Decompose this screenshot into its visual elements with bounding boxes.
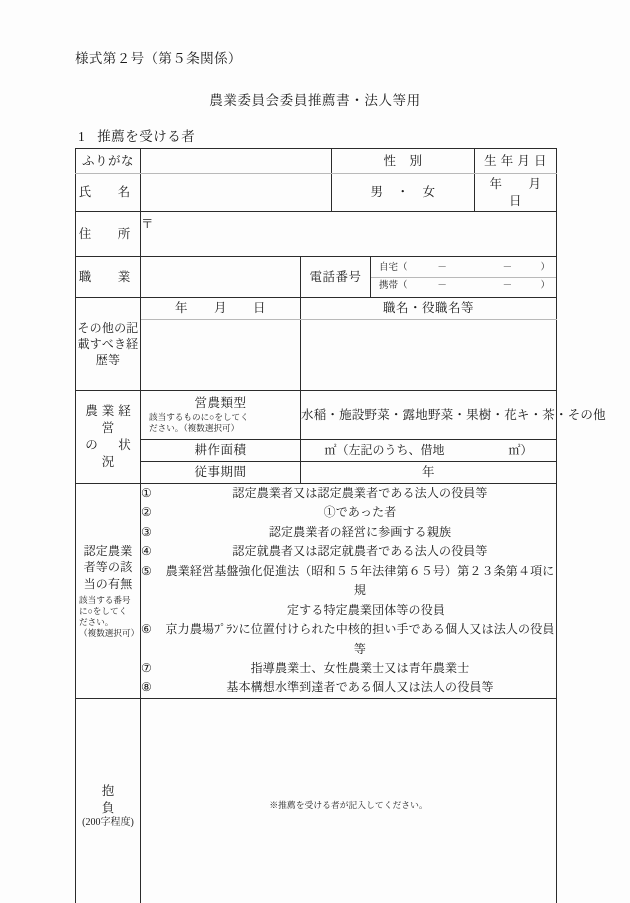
list-item-text [164, 562, 556, 620]
list-item-text: 認定農業者又は認定農業者である法人の役員等 [232, 486, 488, 500]
area-unit: ㎡ [324, 443, 337, 458]
label-telephone: 電話番号 [301, 257, 371, 298]
field-career-date[interactable] [141, 320, 301, 391]
section-number: 1 [78, 129, 86, 144]
list-item-text: 基本構想水準到達者である個人又は法人の役員等 [226, 680, 494, 695]
field-cultivated-area[interactable] [301, 440, 557, 462]
list-item-text: 京力農場ﾌﾟﾗﾝに位置付けられた中核的担い手である個人又は法人の役員等 [165, 622, 555, 656]
telephone-dash-3: － [437, 280, 447, 291]
label-furigana: ふりがな [76, 149, 141, 174]
table-row-career-header [76, 298, 557, 320]
label-nintei [76, 484, 141, 699]
table-row-occupation [76, 257, 557, 298]
label-farm-status-line1: 農業経営 [85, 404, 135, 436]
list-item[interactable] [141, 678, 556, 697]
section-heading [78, 125, 195, 145]
recommendation-form-table [75, 148, 606, 903]
telephone-mobile-close: ） [540, 280, 551, 291]
field-furigana[interactable] [141, 149, 332, 174]
table-row-eino-type [76, 391, 557, 440]
field-career-title[interactable] [301, 320, 557, 391]
header-gender: 性 別 [332, 149, 475, 174]
label-farm-status [76, 391, 152, 484]
field-crop-types[interactable]: 水稲・施設野菜・露地野菜・果樹・花キ・茶・その他 [301, 391, 557, 440]
list-item[interactable] [141, 659, 556, 678]
label-hofu-sub: (200字程度) [82, 817, 134, 829]
table-row-duration [76, 462, 557, 484]
list-item-marker: ⑦ [141, 660, 152, 675]
hofu-note: ※推薦を受ける者が記入してください。 [269, 800, 428, 811]
label-name: 氏 名 [76, 174, 141, 212]
label-cultivated-area: 耕作面積 [141, 440, 301, 462]
field-name[interactable] [141, 174, 332, 212]
label-eino-type-note-line2: ださい。（複数選択可） [149, 423, 240, 434]
label-nintei-line3: 当の有無 [83, 576, 133, 591]
area-rented-text: （左記のうち、借地 [336, 443, 445, 458]
label-nintei-note-line4: （複数選択可） [79, 627, 140, 638]
field-occupation[interactable] [141, 257, 301, 298]
label-farm-status-line2: の 状 況 [85, 438, 152, 469]
table-row-name [76, 174, 557, 212]
list-item[interactable] [141, 503, 556, 522]
telephone-dash-4: － [502, 280, 513, 291]
field-birthdate[interactable]: 年 月 日 [475, 174, 557, 212]
list-item-marker: ⑤ [141, 563, 152, 578]
field-address[interactable] [141, 212, 557, 257]
area-rented-unit: ㎡） [508, 443, 533, 458]
list-item-text-line1: 農業経営基盤強化促進法（昭和５５年法律第６５号）第２３条第４項に規 [165, 563, 555, 598]
label-hofu-title: 抱 負 [101, 783, 141, 815]
field-gender[interactable]: 男 ・ 女 [332, 174, 475, 212]
list-item[interactable] [141, 620, 556, 659]
list-item[interactable] [141, 523, 556, 542]
label-eino-type-note-line1: 該当するものに○をしてく [149, 412, 249, 423]
field-telephone-group [371, 257, 557, 298]
label-nintei-note [76, 595, 140, 639]
field-telephone-mobile[interactable] [371, 278, 556, 295]
telephone-mobile-label: 携帯（ [379, 280, 408, 291]
telephone-dash-1: － [437, 262, 447, 273]
label-nintei-note-line3: ださい。 [79, 616, 114, 627]
table-row-furigana [76, 149, 557, 174]
label-address: 住 所 [76, 212, 141, 257]
label-eino-type-title: 営農類型 [194, 396, 247, 411]
telephone-dash-2: － [502, 262, 513, 273]
list-item-text: 指導農業士、女性農業士又は青年農業士 [250, 660, 470, 675]
list-item-text: 認定就農者又は認定就農者である法人の役員等 [232, 544, 488, 559]
list-item-text-line2: 定する特定農業団体等の役員 [287, 602, 445, 617]
list-item-marker: ③ [141, 524, 152, 539]
header-career-title: 職名・役職名等 [301, 298, 557, 320]
list-item-marker: ② [141, 505, 152, 520]
label-career-text: その他の記載すべき経歴等 [77, 320, 139, 368]
form-number: 様式第２号（第５条関係） [75, 51, 242, 66]
table-row-career-body [76, 320, 557, 391]
telephone-home-label: 自宅（ [379, 262, 408, 273]
list-item-text: ①であった者 [323, 505, 397, 520]
cultivated-area-line [301, 442, 556, 458]
list-item-marker: ④ [141, 544, 152, 559]
table-row-nintei [76, 484, 557, 699]
table-row-hofu [76, 698, 557, 903]
list-item-marker: ① [141, 486, 152, 500]
list-item[interactable] [141, 562, 556, 620]
field-duration[interactable]: 年 [301, 462, 557, 484]
list-item-marker: ⑧ [141, 680, 152, 695]
label-eino-type [141, 391, 301, 440]
telephone-home-close: ） [540, 262, 551, 273]
header-birthdate: 生 年 月 日 [475, 149, 557, 174]
list-item[interactable] [141, 542, 556, 561]
label-nintei-note-line2: に○をしてく [79, 605, 128, 616]
label-duration: 従事期間 [141, 462, 301, 484]
list-item-marker: ⑥ [141, 622, 152, 637]
zip-mark: 〒 [141, 217, 154, 231]
nintei-options-list[interactable] [141, 484, 557, 699]
header-career-date: 年 月 日 [141, 298, 301, 320]
table-row-address [76, 212, 557, 257]
label-eino-type-note [145, 412, 296, 434]
list-item[interactable] [141, 484, 556, 503]
label-nintei-note-line1: 該当する番号 [79, 594, 131, 605]
document-title: 農業委員会委員推薦書・法人等用 [209, 93, 421, 108]
field-hofu[interactable] [141, 698, 557, 903]
field-telephone-home[interactable] [371, 260, 556, 278]
label-nintei-line2: 者等の該 [83, 560, 133, 575]
label-career [76, 298, 141, 391]
label-occupation: 職 業 [76, 257, 141, 298]
list-item-text: 認定農業者の経営に参画する親族 [268, 524, 452, 539]
label-hofu [76, 698, 141, 903]
section-label: 推薦を受ける者 [97, 129, 196, 144]
label-nintei-line1: 認定農業 [83, 544, 133, 559]
